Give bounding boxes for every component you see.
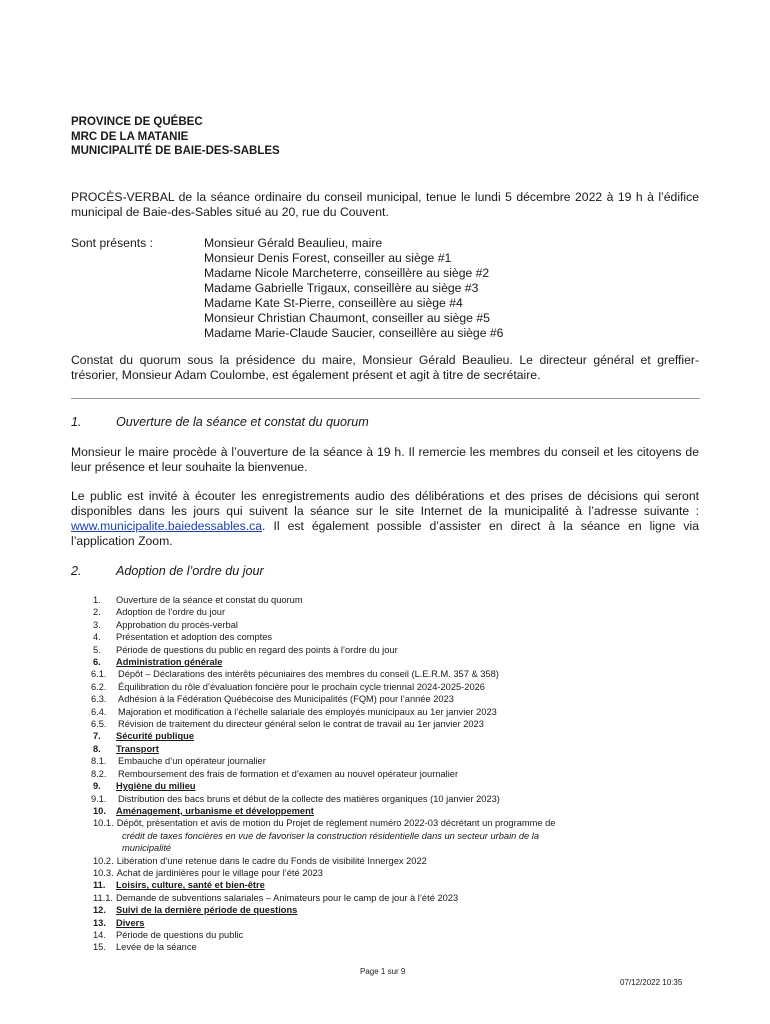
agenda-item <box>93 619 693 631</box>
agenda-item <box>91 681 693 693</box>
agenda-item-number: 7. <box>93 731 101 742</box>
agenda-item-number: 2. <box>93 607 101 618</box>
agenda-item <box>93 606 693 618</box>
member-item: Monsieur Gérald Beaulieu, maire <box>204 236 383 250</box>
agenda-item-text: Présentation et adoption des comptes <box>116 632 273 643</box>
agenda-item-number: 11.1. <box>93 892 113 903</box>
paragraph-text: . Il est également possible d’assister en direct à la séance en ligne via l’application Zoom. <box>71 519 699 548</box>
paragraph-text: Le public est invité à écouter les enregistrements audio des délibérations et des prises de décisions qui seront disponibles dans les jours qui suivent la séance sur le site Internet de la municipalité à l’adresse suivante : <box>71 489 699 518</box>
document-header <box>71 115 280 159</box>
agenda-item-text: Période de questions du public <box>116 929 244 940</box>
agenda-item-text: Transport <box>116 743 159 754</box>
member-item: Madame Gabrielle Trigaux, conseillère au siège #3 <box>204 281 479 295</box>
agenda-item-number: 9.1. <box>91 793 107 804</box>
agenda-list <box>93 594 693 954</box>
agenda-item <box>91 793 693 805</box>
agenda-item <box>93 929 693 941</box>
section-1-title: Ouverture de la séance et constat du quorum <box>116 415 369 429</box>
agenda-item-text: Révision de traitement du directeur général selon le contrat de travail au 1er janvier 2023 <box>118 719 484 730</box>
agenda-item-text: Embauche d’un opérateur journalier <box>118 756 266 767</box>
agenda-item-text: Remboursement des frais de formation et d’examen au nouvel opérateur journalier <box>118 768 459 779</box>
quorum-paragraph: Constat du quorum sous la présidence du maire, Monsieur Gérald Beaulieu. Le directeur général et greffier-trésorier, Monsieur Adam Coulombe, est également présent et agit à titre de secrétaire. <box>71 353 699 382</box>
section-divider <box>71 398 700 399</box>
agenda-item-text: Libération d’une retenue dans le cadre du Fonds de visibilité Innergex 2022 <box>116 855 427 866</box>
agenda-item-number: 6.1. <box>91 669 107 680</box>
agenda-item-number: 13. <box>93 917 106 928</box>
agenda-item-text: Adhésion à la Fédération Québécoise des Municipalités (FQM) pour l’année 2023 <box>118 694 454 705</box>
section-2-title: Adoption de l’ordre du jour <box>116 564 264 578</box>
agenda-item-text: Approbation du procès-verbal <box>116 619 238 630</box>
agenda-item <box>93 817 693 829</box>
header-municipality: MUNICIPALITÉ DE BAIE-DES-SABLES <box>71 145 280 157</box>
agenda-item-text: Majoration et modification à l’échelle salariale des employés municipaux au 1er janvier 2023 <box>118 706 497 717</box>
agenda-item-number: 8. <box>93 743 101 754</box>
agenda-item <box>93 730 693 742</box>
agenda-item-number: 4. <box>93 632 101 643</box>
agenda-item <box>91 693 693 705</box>
agenda-item-number: 15. <box>93 942 106 953</box>
presents-label: Sont présents : <box>71 236 153 250</box>
agenda-item <box>93 743 693 755</box>
agenda-item <box>93 594 693 606</box>
member-item: Madame Marie-Claude Saucier, conseillère au siège #6 <box>204 326 504 340</box>
agenda-item-text: Sécurité publique <box>116 731 195 742</box>
agenda-item-number: 1. <box>93 595 101 605</box>
member-item: Monsieur Denis Forest, conseiller au siège #1 <box>204 251 452 265</box>
section-1-paragraph-2 <box>71 489 699 549</box>
agenda-item-text: Divers <box>116 917 145 928</box>
agenda-item <box>93 879 693 891</box>
agenda-item-number: 10.2. <box>93 855 114 866</box>
agenda-item <box>93 805 693 817</box>
agenda-item-number: 10. <box>93 805 106 816</box>
header-province: PROVINCE DE QUÉBEC <box>71 116 203 128</box>
agenda-item <box>91 718 693 730</box>
agenda-item-text: Hygiène du milieu <box>116 781 196 792</box>
agenda-item <box>93 904 693 916</box>
agenda-item-number: 6.4. <box>91 706 107 717</box>
agenda-item-number: 8.1. <box>91 756 107 767</box>
agenda-item-text: Équilibration du rôle d’évaluation foncière pour le prochain cycle triennal 2024-2025-2026 <box>118 681 485 692</box>
agenda-item-text: Aménagement, urbanisme et développement <box>116 805 314 816</box>
print-timestamp: 07/12/2022 10:35 <box>620 978 683 987</box>
agenda-item-number: 10.1. <box>93 818 114 829</box>
agenda-item-text: Adoption de l’ordre du jour <box>116 607 226 618</box>
page-number: Page 1 sur 9 <box>360 967 406 976</box>
agenda-item-number: 6.3. <box>91 694 107 705</box>
member-item: Monsieur Christian Chaumont, conseiller au siège #5 <box>204 311 490 325</box>
agenda-item <box>93 892 693 904</box>
agenda-item <box>93 644 693 656</box>
agenda-item <box>93 855 693 867</box>
agenda-item <box>93 780 693 792</box>
agenda-item-continuation: municipalité <box>122 843 172 854</box>
agenda-item-text: Demande de subventions salariales – Animateurs pour le camp de jour à l’été 2023 <box>116 892 459 903</box>
agenda-item-number: 5. <box>93 644 101 655</box>
member-item: Madame Kate St-Pierre, conseillère au siège #4 <box>204 296 463 310</box>
agenda-item-text: Achat de jardinières pour le village pour l’été 2023 <box>116 867 323 878</box>
agenda-item <box>91 768 693 780</box>
agenda-item <box>93 917 693 929</box>
agenda-item <box>93 867 693 879</box>
agenda-item <box>91 755 693 767</box>
agenda-item-text: Suivi de la dernière période de questions <box>116 905 298 916</box>
member-item: Madame Nicole Marcheterre, conseillère au siège #2 <box>204 266 490 280</box>
agenda-item-number: 14. <box>93 929 106 940</box>
agenda-item <box>91 668 693 680</box>
agenda-item-text: Administration générale <box>116 657 223 668</box>
agenda-item-text: Loisirs, culture, santé et bien-être <box>116 880 265 891</box>
agenda-item-number: 8.2. <box>91 768 107 779</box>
agenda-item-text: Dépôt – Déclarations des intérêts pécuniaires des membres du conseil (L.E.R.M. 357 & 358) <box>118 669 499 680</box>
agenda-item-number: 6.5. <box>91 719 107 730</box>
header-mrc: MRC DE LA MATANIE <box>71 130 189 143</box>
agenda-item-continuation: crédit de taxes foncières en vue de favoriser la construction résidentielle dans un secteur urbain de la <box>122 830 540 841</box>
section-1-paragraph-1: Monsieur le maire procède à l’ouverture de la séance à 19 h. Il remercie les membres du conseil et les citoyens de leur présence et leur souhaite la bienvenue. <box>71 445 699 474</box>
agenda-item-text: Levée de la séance <box>116 942 197 953</box>
section-1-heading <box>71 415 369 429</box>
agenda-item-text: Distribution des bacs bruns et début de la collecte des matières organiques (10 janvier 2023) <box>118 793 500 804</box>
agenda-item-number: 6. <box>93 657 101 668</box>
agenda-item-number: 6.2. <box>91 681 107 692</box>
agenda-item-number: 10.3. <box>93 867 114 878</box>
agenda-item <box>93 656 693 668</box>
agenda-item-text: Ouverture de la séance et constat du quorum <box>116 595 303 605</box>
agenda-item-text: Dépôt, présentation et avis de motion du Projet de règlement numéro 2022-03 décrétant un programme de <box>116 818 556 829</box>
agenda-item-text: Période de questions du public en regard des points à l’ordre du jour <box>116 644 398 655</box>
agenda-item <box>91 706 693 718</box>
section-2-number: 2. <box>71 564 82 578</box>
agenda-item-number: 9. <box>93 781 101 792</box>
section-1-number: 1. <box>71 415 82 429</box>
agenda-item-number: 11. <box>93 880 106 891</box>
agenda-item <box>93 941 693 953</box>
section-2-heading <box>71 564 264 578</box>
presents-list <box>204 236 503 341</box>
intro-paragraph: PROCÈS-VERBAL de la séance ordinaire du conseil municipal, tenue le lundi 5 décembre 2022 à 19 h à l’édifice municipal de Baie-des-Sables situé au 20, rue du Couvent. <box>71 190 699 219</box>
municipality-website-link[interactable]: www.municipalite.baiedessables.ca <box>71 519 263 533</box>
agenda-item-number: 12. <box>93 905 106 916</box>
agenda-item-number: 3. <box>93 619 101 630</box>
agenda-item <box>93 631 693 643</box>
